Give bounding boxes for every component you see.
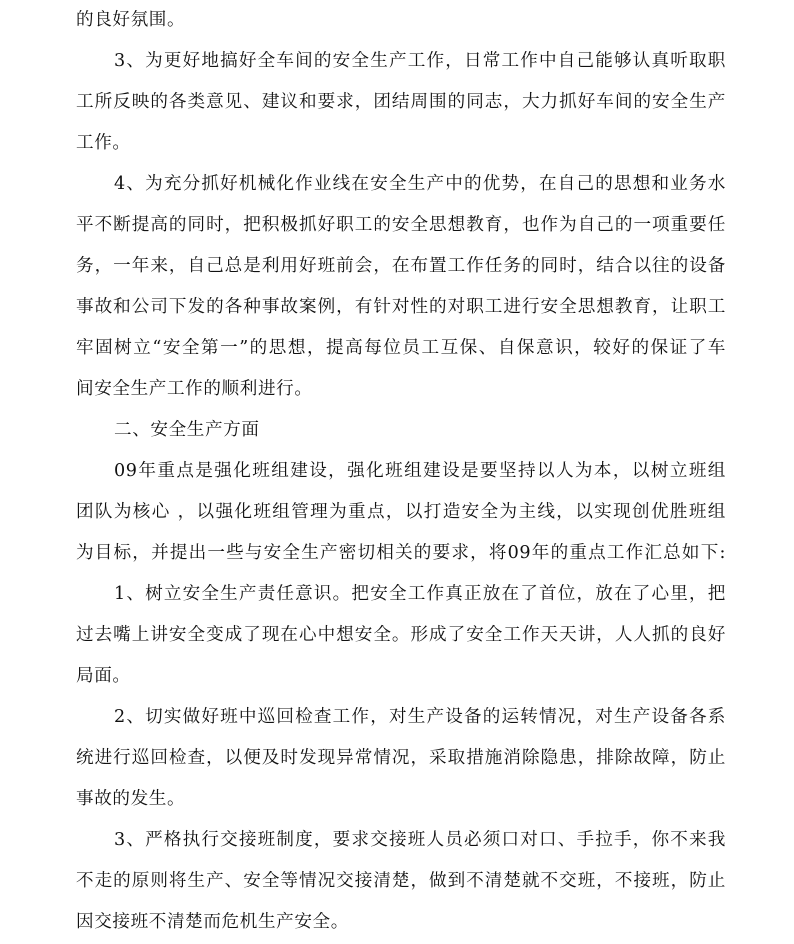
text-line: 事故的发生。	[76, 789, 186, 809]
text-line: 不走的原则将生产、安全等情况交接清楚，做到不清楚就不交班，不接班，防止	[76, 871, 726, 891]
text-line: 局面。	[76, 666, 131, 686]
text-line: 务，一年来，自己总是利用好班前会，在布置工作任务的同时，结合以往的设备	[76, 256, 726, 276]
text-line: 平不断提高的同时，把积极抓好职工的安全思想教育，也作为自己的一项重要任	[76, 215, 726, 235]
document-body	[76, 0, 726, 943]
text-line: 牢固树立“安全第一”的思想，提高每位员工互保、自保意识，较好的保证了车	[76, 338, 726, 358]
text-line: 因交接班不清楚而危机生产安全。	[76, 912, 349, 932]
paragraph-line: 4、为充分抓好机械化作业线在安全生产中的优势，在自己的思想和业务水	[114, 174, 726, 194]
paragraph-line: 1、树立安全生产责任意识。把安全工作真正放在了首位，放在了心里，把	[114, 584, 726, 604]
paragraph-line: 3、为更好地搞好全车间的安全生产工作，日常工作中自己能够认真听取职	[114, 51, 726, 71]
text-line: 统进行巡回检查，以便及时发现异常情况，采取措施消除隐患，排除故障，防止	[76, 748, 726, 768]
text-line: 事故和公司下发的各种事故案例，有针对性的对职工进行安全思想教育，让职工	[76, 297, 726, 317]
section-heading: 二、安全生产方面	[114, 420, 260, 440]
text-line: 的良好氛围。	[76, 10, 186, 30]
paragraph-line: 09年重点是强化班组建设，强化班组建设是要坚持以人为本，以树立班组	[114, 461, 726, 481]
text-line: 为目标，并提出一些与安全生产密切相关的要求，将09年的重点工作汇总如下:	[76, 543, 726, 563]
text-line: 工作。	[76, 133, 131, 153]
text-line: 间安全生产工作的顺利进行。	[76, 379, 313, 399]
paragraph-line: 3、严格执行交接班制度，要求交接班人员必须口对口、手拉手，你不来我	[114, 830, 726, 850]
paragraph-line: 2、切实做好班中巡回检查工作，对生产设备的运转情况，对生产设备各系	[114, 707, 726, 727]
text-line: 团队为核心 ，以强化班组管理为重点，以打造安全为主线，以实现创优胜班组	[76, 502, 726, 522]
text-line: 过去嘴上讲安全变成了现在心中想安全。形成了安全工作天天讲，人人抓的良好	[76, 625, 726, 645]
text-line: 工所反映的各类意见、建议和要求，团结周围的同志，大力抓好车间的安全生产	[76, 92, 726, 112]
